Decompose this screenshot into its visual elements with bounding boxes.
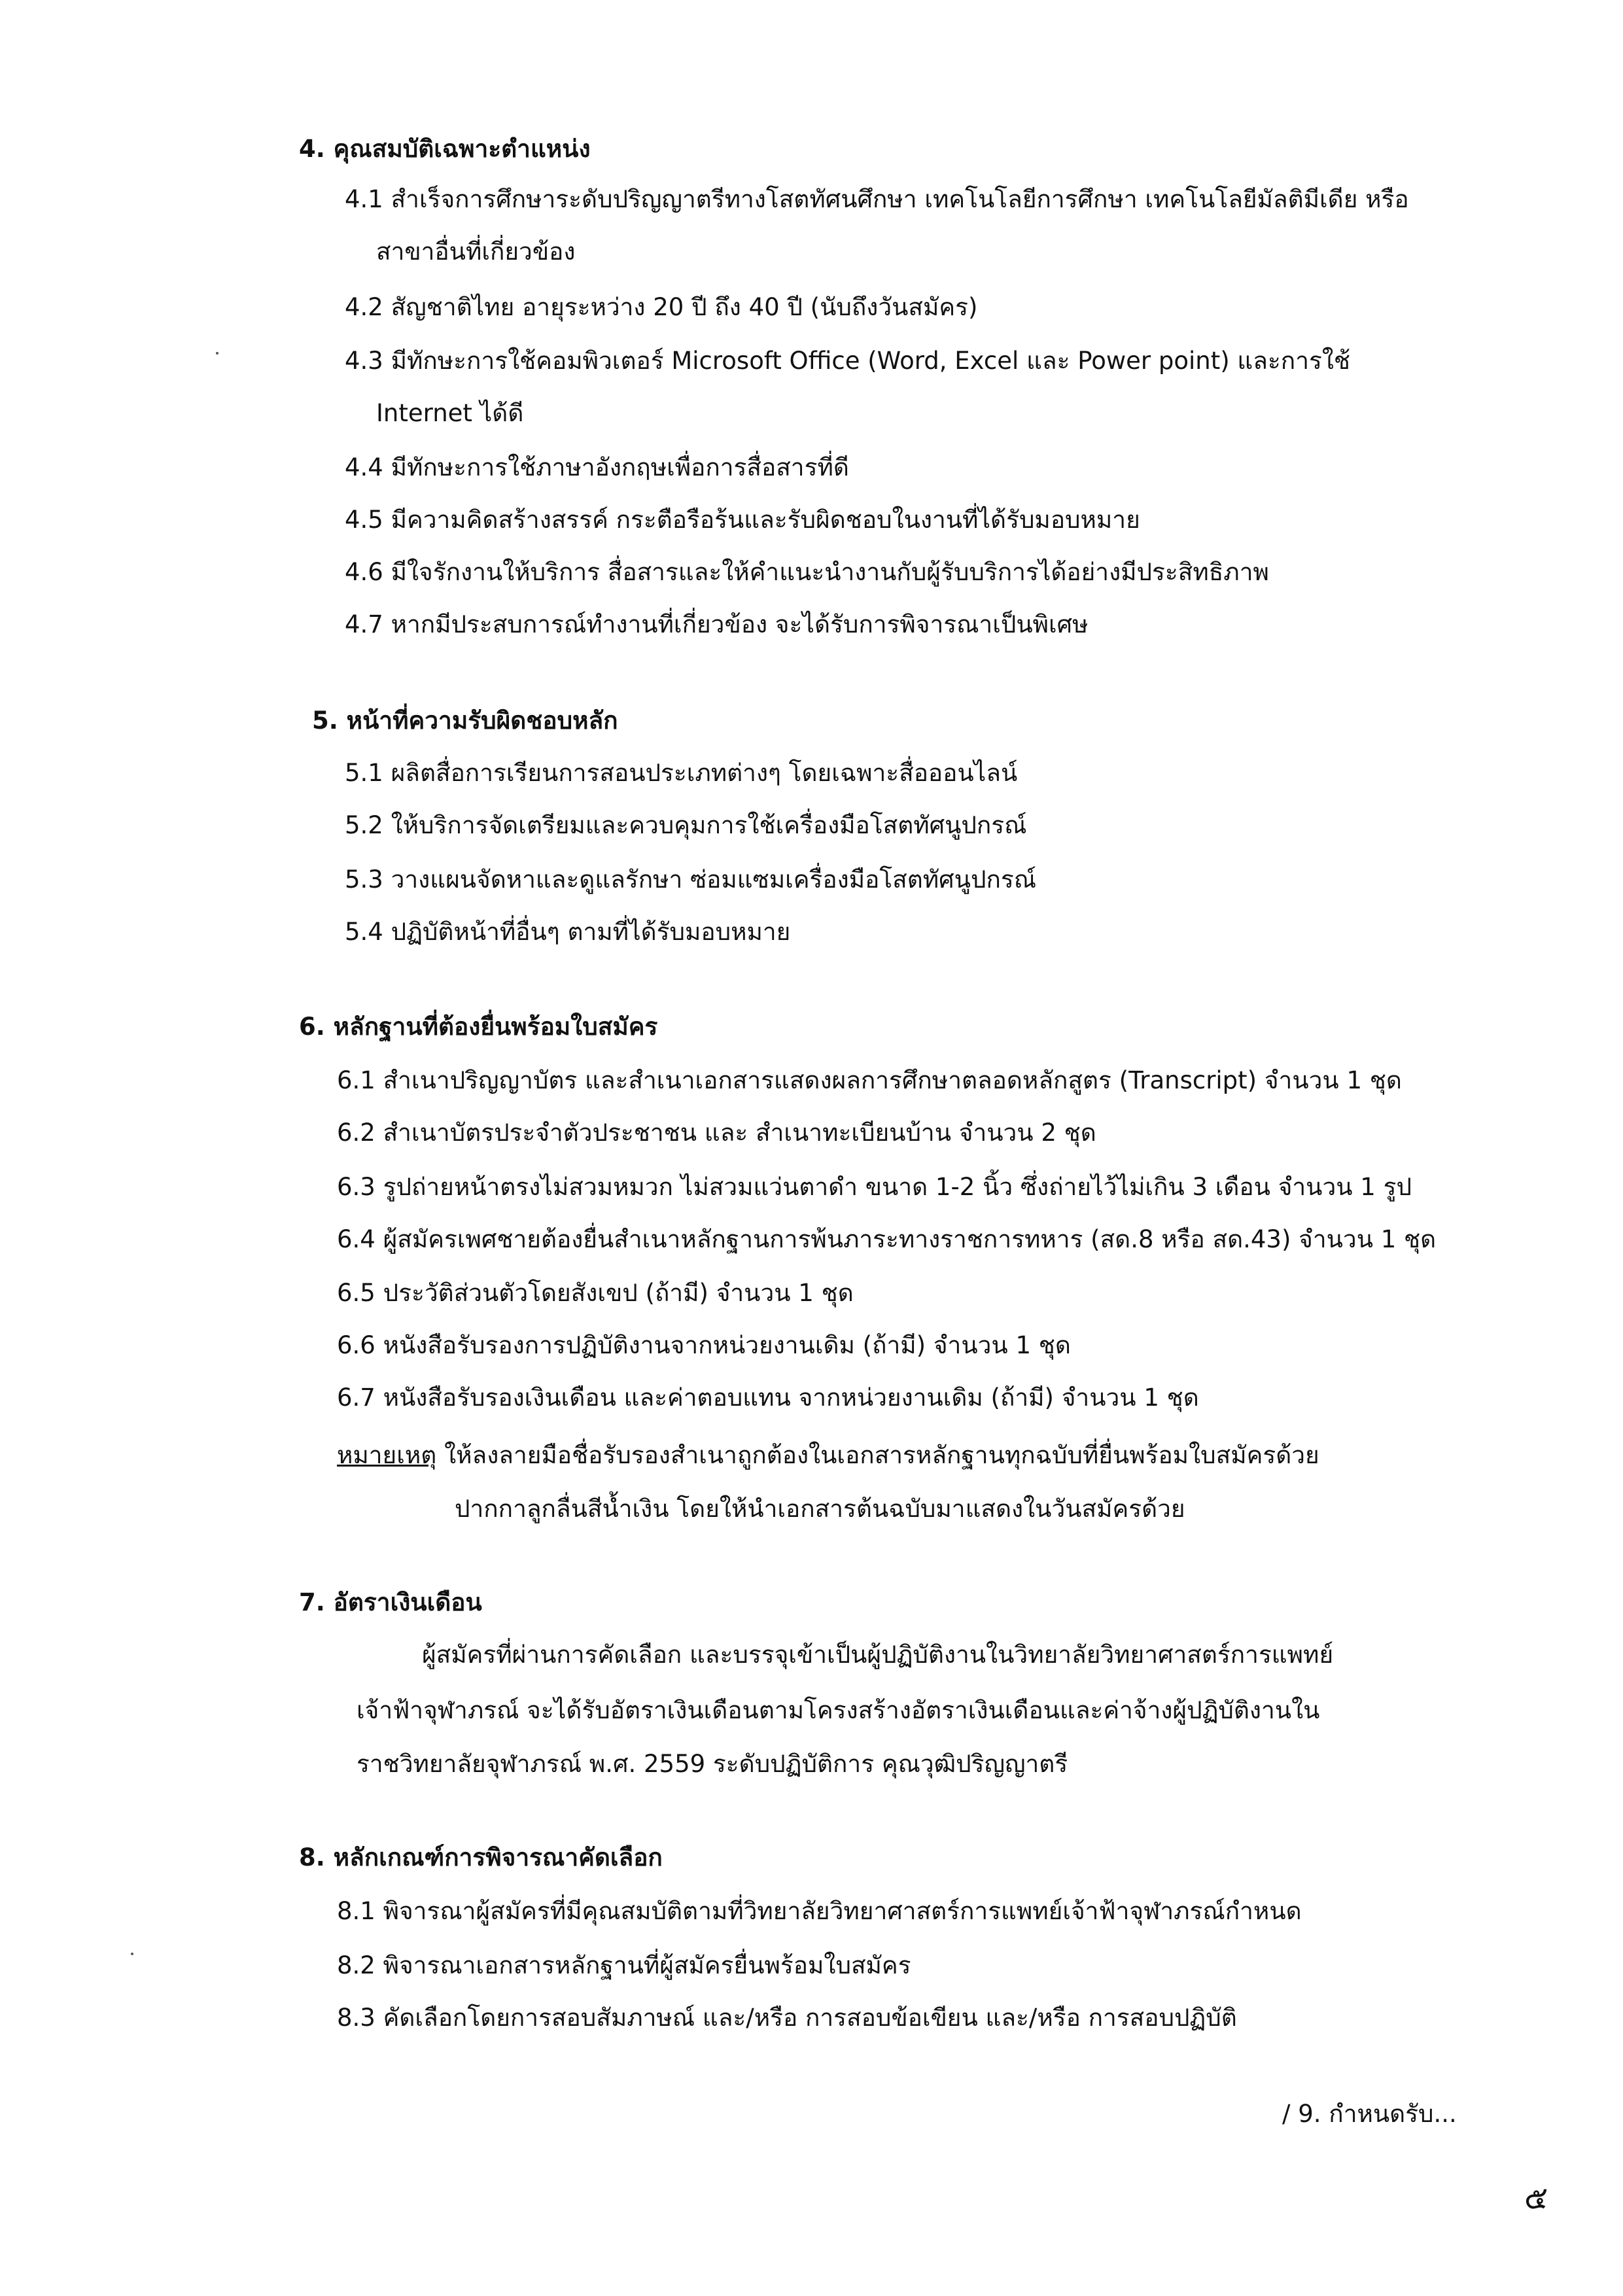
- s6-item-2: 6.2 สำเนาบัตรประจำตัวประชาชน และ สำเนาทะเบียนบ้าน จำนวน 2 ชุด: [337, 1119, 1096, 1147]
- s6-item-4: 6.4 ผู้สมัครเพศชายต้องยื่นสำเนาหลักฐานการพ้นภาระทางราชการทหาร (สด.8 หรือ สด.43) จำนวน 1 ชุด: [337, 1225, 1437, 1253]
- s8-item-2: 8.2 พิจารณาเอกสารหลักฐานที่ผู้สมัครยื่นพร้อมใบสมัคร: [337, 1951, 911, 1979]
- scan-speck: [216, 352, 218, 355]
- section-8-heading: 8. หลักเกณฑ์การพิจารณาคัดเลือก: [299, 1843, 663, 1871]
- note-label: หมายเหตุ: [337, 1441, 437, 1469]
- s8-item-3: 8.3 คัดเลือกโดยการสอบสัมภาษณ์ และ/หรือ การสอบข้อเขียน และ/หรือ การสอบปฏิบัติ: [337, 2004, 1237, 2032]
- s6-item-1: 6.1 สำเนาปริญญาบัตร และสำเนาเอกสารแสดงผลการศึกษาตลอดหลักสูตร (Transcript) จำนวน 1 ชุด: [337, 1066, 1402, 1094]
- s7-paragraph-line-1: ผู้สมัครที่ผ่านการคัดเลือก และบรรจุเข้าเป็นผู้ปฏิบัติงานในวิทยาลัยวิทยาศาสตร์การแพทย์: [422, 1641, 1334, 1669]
- s5-item-2: 5.2 ให้บริการจัดเตรียมและควบคุมการใช้เครื่องมือโสตทัศนูปกรณ์: [345, 811, 1027, 839]
- page-number-mark: ๕: [1524, 2180, 1548, 2216]
- s4-item-1: 4.1 สำเร็จการศึกษาระดับปริญญาตรีทางโสตทัศนศึกษา เทคโนโลยีการศึกษา เทคโนโลยีมัลติมีเดีย หรือ: [345, 185, 1409, 213]
- s4-item-3-cont: Internet ได้ดี: [376, 399, 524, 427]
- s5-item-4: 5.4 ปฏิบัติหน้าที่อื่นๆ ตามที่ได้รับมอบหมาย: [345, 918, 791, 946]
- scan-speck: [131, 1953, 133, 1955]
- s6-note-line-1: [337, 1439, 1319, 1472]
- section-6-heading: 6. หลักฐานที่ต้องยื่นพร้อมใบสมัคร: [299, 1013, 658, 1041]
- s4-item-6: 4.6 มีใจรักงานให้บริการ สื่อสารและให้คำแนะนำงานกับผู้รับบริการได้อย่างมีประสิทธิภาพ: [345, 558, 1269, 586]
- s4-item-3: 4.3 มีทักษะการใช้คอมพิวเตอร์ Microsoft Office (Word, Excel และ Power point) และการใช้: [345, 347, 1351, 375]
- continuation-note: / 9. กำหนดรับ...: [1282, 2100, 1457, 2128]
- section-7-heading: 7. อัตราเงินเดือน: [299, 1588, 482, 1616]
- s7-paragraph-line-3: ราชวิทยาลัยจุฬาภรณ์ พ.ศ. 2559 ระดับปฏิบัติการ คุณวุฒิปริญญาตรี: [357, 1750, 1068, 1778]
- s4-item-4: 4.4 มีทักษะการใช้ภาษาอังกฤษเพื่อการสื่อสารที่ดี: [345, 453, 849, 481]
- s6-note-line-2: ปากกาลูกลื่นสีน้ำเงิน โดยให้นำเอกสารต้นฉบับมาแสดงในวันสมัครด้วย: [455, 1495, 1185, 1523]
- s6-item-7: 6.7 หนังสือรับรองเงินเดือน และค่าตอบแทน จากหน่วยงานเดิม (ถ้ามี) จำนวน 1 ชุด: [337, 1383, 1199, 1412]
- s5-item-3: 5.3 วางแผนจัดหาและดูแลรักษา ซ่อมแซมเครื่องมือโสตทัศนูปกรณ์: [345, 865, 1037, 894]
- s7-paragraph-line-2: เจ้าฟ้าจุฬาภรณ์ จะได้รับอัตราเงินเดือนตามโครงสร้างอัตราเงินเดือนและค่าจ้างผู้ปฏิบัติงานใน: [357, 1696, 1320, 1724]
- section-5-heading: 5. หน้าที่ความรับผิดชอบหลัก: [312, 706, 618, 735]
- s4-item-7: 4.7 หากมีประสบการณ์ทำงานที่เกี่ยวข้อง จะได้รับการพิจารณาเป็นพิเศษ: [345, 610, 1089, 638]
- s8-item-1: 8.1 พิจารณาผู้สมัครที่มีคุณสมบัติตามที่วิทยาลัยวิทยาศาสตร์การแพทย์เจ้าฟ้าจุฬาภรณ์กำหนด: [337, 1897, 1302, 1925]
- s6-item-6: 6.6 หนังสือรับรองการปฏิบัติงานจากหน่วยงานเดิม (ถ้ามี) จำนวน 1 ชุด: [337, 1331, 1071, 1359]
- s6-item-3: 6.3 รูปถ่ายหน้าตรงไม่สวมหมวก ไม่สวมแว่นตาดำ ขนาด 1-2 นิ้ว ซึ่งถ่ายไว้ไม่เกิน 3 เดือน จำนวน 1 รูป: [337, 1173, 1412, 1201]
- s4-item-2: 4.2 สัญชาติไทย อายุระหว่าง 20 ปี ถึง 40 ปี (นับถึงวันสมัคร): [345, 293, 978, 321]
- s5-item-1: 5.1 ผลิตสื่อการเรียนการสอนประเภทต่างๆ โดยเฉพาะสื่อออนไลน์: [345, 759, 1018, 787]
- s6-item-5: 6.5 ประวัติส่วนตัวโดยสังเขป (ถ้ามี) จำนวน 1 ชุด: [337, 1279, 854, 1307]
- s4-item-5: 4.5 มีความคิดสร้างสรรค์ กระตือรือร้นและรับผิดชอบในงานที่ได้รับมอบหมาย: [345, 506, 1140, 534]
- note-text: ให้ลงลายมือชื่อรับรองสำเนาถูกต้องในเอกสารหลักฐานทุกฉบับที่ยื่นพร้อมใบสมัครด้วย: [436, 1441, 1319, 1469]
- section-4-heading: 4. คุณสมบัติเฉพาะตำแหน่ง: [299, 135, 591, 163]
- s4-item-1-cont: สาขาอื่นที่เกี่ยวข้อง: [376, 237, 576, 266]
